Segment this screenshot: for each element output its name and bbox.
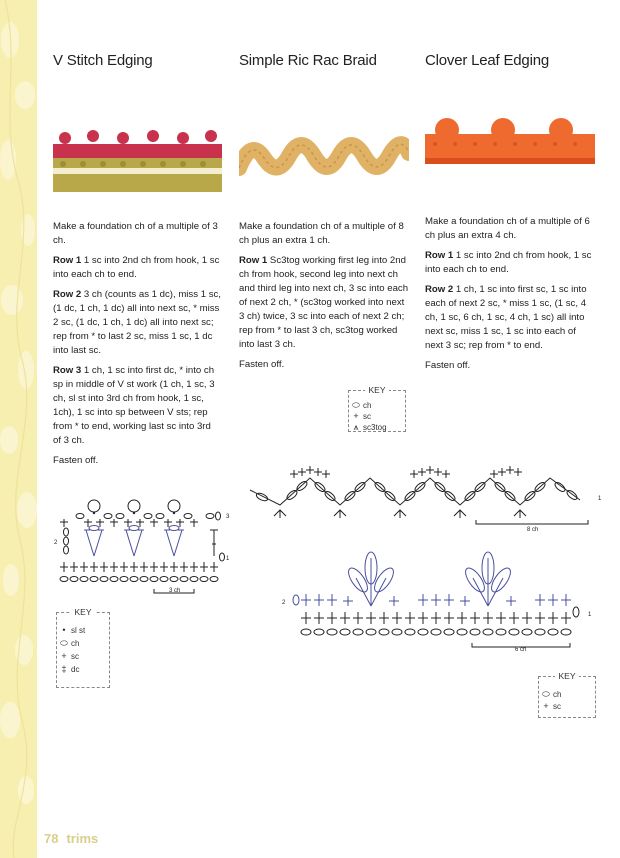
sl-st-symbol: •	[62, 625, 66, 635]
pattern-end: Fasten off.	[239, 359, 285, 370]
page-number: 78	[44, 831, 59, 846]
row-label: Row 1	[425, 250, 454, 261]
row-text: 1 ch, 1 sc into first sc, 1 sc into each of next 2 sc, * miss 1 sc, (1 sc, 4 ch, 1 sc, 6 ch, 1 sc, 4 ch, 1 sc) all into next sc, miss 1 sc, 1 sc into each of next 3 sc; rep from * to end.	[425, 284, 587, 351]
row-label: Row 2	[425, 284, 454, 295]
column-title-clover-leaf: Clover Leaf Edging	[425, 52, 549, 69]
pattern-intro: Make a foundation ch of a multiple of 8 ch plus an extra 1 ch.	[239, 221, 404, 246]
pattern-end: Fasten off.	[53, 455, 99, 466]
row-label-1: 1	[226, 556, 230, 562]
row-text: 1 ch, 1 sc into first dc, * into ch sp in middle of V st work (1 ch, 1 sc, 3 ch, sl st into 3rd ch from hook, 1 sc, 1ch), 1 sc into sp between V sts; rep from * to end, working last sc into 3rd of 3 ch.	[53, 365, 215, 446]
chart-diagram-ric-rac	[240, 460, 610, 535]
row-label: Row 1	[53, 255, 82, 266]
ch-symbol: ⬭	[542, 689, 550, 699]
swatch-v-stitch	[53, 128, 222, 192]
chart-diagram-clover-leaf	[280, 548, 610, 658]
row-label-2: 2	[282, 600, 286, 606]
section-name: trims	[66, 831, 99, 846]
key-item-sc3tog: ⩚ sc3tog	[349, 422, 387, 433]
row-text: Sc3tog working first leg into 2nd ch from hook, second leg into next ch and third leg into next ch, 3 sc into each of next 2 ch, * (sc3tog worked into next 3 ch) twice, 3 sc into each of next 2 ch; rep from * to last 3 ch, sc3tog worked into last 3 ch.	[239, 255, 409, 350]
swatch-ric-rac	[239, 128, 409, 190]
pattern-text-clover-leaf	[425, 215, 595, 379]
repeat-label: 8 ch	[527, 527, 539, 533]
pattern-intro: Make a foundation ch of a multiple of 6 ch plus an extra 4 ch.	[425, 216, 590, 241]
key-item-dc: ‡ dc	[57, 664, 79, 674]
pattern-row-2	[53, 288, 221, 358]
row-text: 1 sc into 2nd ch from hook, 1 sc into each ch to end.	[53, 255, 220, 280]
row-label-2: 2	[54, 540, 58, 546]
row-label: Row 1	[239, 255, 268, 266]
key-item-sc: + sc	[349, 411, 371, 421]
pattern-text-v-stitch	[53, 220, 221, 474]
row-label-1: 1	[598, 496, 602, 502]
key-box-clover-leaf	[538, 671, 596, 718]
repeat-label: 3 ch	[169, 588, 181, 594]
column-title-v-stitch: V Stitch Edging	[53, 52, 153, 69]
sc3tog-symbol: ⩚	[353, 422, 359, 432]
row-text: 1 sc into 2nd ch from hook, 1 sc into each ch to end.	[425, 250, 592, 275]
column-title-ric-rac: Simple Ric Rac Braid	[239, 52, 377, 69]
pattern-end: Fasten off.	[425, 360, 471, 371]
key-title: KEY	[555, 671, 578, 681]
ch-symbol: ⬭	[352, 400, 360, 410]
row-label: Row 3	[53, 365, 82, 376]
chart-diagram-v-stitch	[50, 494, 240, 594]
row-text: 3 ch (counts as 1 dc), miss 1 sc, (1 dc, 1 ch, 1 dc) all into next sc, * miss 2 sc, (1 dc, 1 ch, 1 dc) all into next sc; rep from * to last 2 sc, miss 1 sc, 1 dc into last sc.	[53, 289, 221, 356]
row-label-1: 1	[588, 612, 592, 618]
row-label-3: 3	[226, 514, 230, 520]
pattern-intro: Make a foundation ch of a multiple of 3 ch.	[53, 221, 218, 246]
sc-symbol: +	[543, 701, 549, 711]
key-item-sc: + sc	[57, 651, 79, 661]
key-title: KEY	[71, 607, 94, 617]
key-box-v-stitch	[56, 607, 110, 688]
key-title: KEY	[365, 385, 388, 395]
repeat-label: 6 ch	[515, 647, 527, 653]
key-item-sc: + sc	[539, 701, 561, 711]
pattern-row-1	[425, 249, 595, 277]
pattern-row-2	[425, 283, 595, 353]
pattern-row-1	[53, 254, 221, 282]
page-footer	[44, 831, 98, 846]
key-box-ric-rac	[348, 385, 406, 432]
pattern-row-3	[53, 364, 221, 448]
key-item-sl-st: • sl st	[57, 625, 85, 635]
key-item-ch: ⬭ ch	[539, 689, 561, 700]
page-margin-strip	[0, 0, 37, 858]
sc-symbol: +	[61, 651, 67, 661]
pattern-row-1	[239, 254, 409, 352]
dc-symbol: ‡	[61, 664, 67, 674]
swatch-clover-leaf	[425, 112, 595, 168]
sc-symbol: +	[353, 411, 359, 421]
pattern-text-ric-rac	[239, 220, 409, 378]
row-label: Row 2	[53, 289, 82, 300]
key-item-ch: ⬭ ch	[349, 400, 371, 411]
ch-symbol: ⬭	[60, 638, 68, 648]
key-item-ch: ⬭ ch	[57, 638, 79, 649]
